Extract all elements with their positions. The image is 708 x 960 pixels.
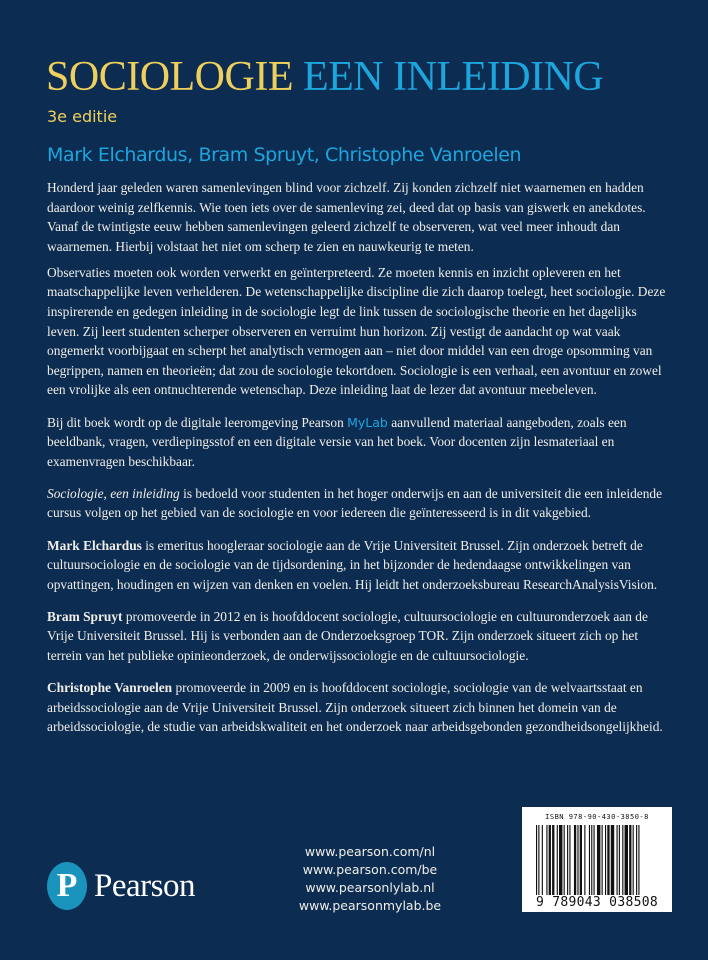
barcode-bar: [629, 825, 631, 895]
barcode-bar: [542, 825, 543, 895]
author-bio: [47, 678, 672, 737]
barcode-bar: [577, 825, 578, 895]
blurb-paragraph-1: Honderd jaar geleden waren samenlevingen blind voor zichzelf. Zij konden zichzelf niet waarnemen en hadden daardoor weinig zelfkennis. Wie toen iets over de samenleving zei, deed dat op basis van giswerk en anekdotes. Vanaf de twintigste eeuw hebben samenlevingen geleerd zichzelf te observeren, wat veel meer inhoudt dan waarnemen. Hierbij volstaat het niet om scherp te zien en nauwkeurig te meten.: [47, 180, 646, 254]
blurb-paragraph-3: [47, 413, 672, 472]
book-title-italic: Sociologie, een inleiding: [47, 485, 180, 501]
barcode-bar: [552, 825, 554, 895]
url: www.pearsonlylab.nl: [305, 880, 435, 895]
pearson-wordmark: Pearson: [94, 867, 195, 904]
author-bio: [47, 607, 672, 666]
text: Bij dit boek wordt op de digitale leeromgeving Pearson: [47, 414, 348, 430]
bio-text: promoveerde in 2012 en is hoofddocent sociologie, cultuursociologie en cultuuronderzoek aan de Vrije Universiteit Brussel. Hij is verbonden aan de Onderzoeksgroep TOR. Zijn onderzoek situeert zich op het terrein van het publieke opinieonderzoek, de onderwijssociologie en de cultuursociologie.: [47, 608, 648, 663]
barcode-bar: [564, 825, 565, 895]
barcode-bar: [559, 825, 562, 895]
barcode-bar: [602, 825, 603, 895]
barcode-bar: [625, 825, 628, 895]
barcode-bar: [622, 825, 623, 895]
barcode-bar: [597, 825, 600, 895]
url: www.pearson.com/be: [302, 862, 438, 877]
barcode-bar: [549, 825, 551, 895]
author-bio: [47, 536, 672, 595]
barcode-bar: [569, 825, 570, 895]
barcode-bar: [557, 825, 558, 895]
publisher-urls: [270, 843, 470, 915]
barcode-bar: [580, 825, 582, 895]
ean-number: 9 789043 038508: [522, 895, 672, 910]
barcode-bar: [638, 825, 639, 895]
barcode-bar: [589, 825, 590, 895]
barcode-bar: [636, 825, 637, 895]
barcode-bar: [567, 825, 568, 895]
edition: 3e editie: [47, 107, 118, 126]
author-name: Mark Elchardus: [47, 537, 142, 553]
title-sociologie: SOCIOLOGIE: [46, 54, 293, 100]
text: aanvullend materiaal aangeboden, zoals een beeldbank, vragen, verdiepingsstof en een digitale versie van het boek. Voor docenten zijn lesmateriaal en examenvragen beschikbaar.: [47, 414, 627, 469]
pearson-logo-icon: P: [47, 862, 87, 910]
author-name: Christophe Vanroelen: [47, 680, 173, 696]
author-name: Bram Spruyt: [47, 608, 123, 624]
isbn-label: ISBN 978-90-430-3850-8: [545, 813, 649, 821]
barcode-bar: [611, 825, 614, 895]
barcode-bar: [546, 825, 547, 895]
barcode-bar: [536, 825, 537, 895]
blurb: [47, 178, 672, 749]
barcode-bar: [617, 825, 618, 895]
bio-text: promoveerde in 2009 en is hoofddocent sociologie, sociologie van de welvaartsstaat en arbeidssociologie aan de Vrije Universiteit Brussel. Zijn onderzoek situeert zich binnen het domein van de arbeidssociologie, de studie van arbeidskwaliteit en het onderzoek naar arbeidsgebonden gezondheidsongelijkheid.: [47, 680, 663, 735]
barcode-bar: [594, 825, 595, 895]
blurb-paragraph-4: [47, 484, 672, 523]
mylab-name: MyLab: [347, 414, 388, 430]
book-title: [46, 56, 603, 98]
blurb-paragraph-2: Observaties moeten ook worden verwerkt en geïnterpreteerd. Ze moeten kennis en inzicht opleveren en het maatschappelijke leven verhelderen. De wetenschappelijke discipline die zich daarop toelegt, heet sociologie. Deze inspirerende en gedegen inleiding in de sociologie legt de link tussen de sociologische theorie en het dagelijks leven. Zij leert studenten scherper observeren en verruimt hun horizon. Zij vestigt de aandacht op wat vaak ongemerkt voorbijgaat en scherpt het analytisch vermogen aan – niet door middel van een droge opsomming van begrippen, namen en theorieën; dat zou de sociologie tekortdoen. Sociologie is een verhaal, een avontuur en zowel een vrolijke als een ontnuchterende wetenschap. Deze inleiding laat de lezer dat avontuur meebeleven.: [47, 264, 666, 398]
isbn-barcode: [522, 807, 672, 912]
barcode-bar: [574, 825, 576, 895]
url: www.pearsonmylab.be: [298, 898, 442, 913]
barcode-bar: [538, 825, 539, 895]
barcode-bar: [591, 825, 592, 895]
barcode-bar: [584, 825, 585, 895]
barcode-bar: [605, 825, 606, 895]
barcode-bars-icon: [536, 825, 666, 895]
pearson-logo: [47, 862, 195, 910]
url: www.pearson.com/nl: [304, 844, 436, 859]
text: is bedoeld voor studenten in het hoger onderwijs en aan de universiteit die een inleidende cursus volgen op het gebied van de sociologie en voor iedereen die geïnteresseerd is in dit vakgebied.: [47, 485, 663, 521]
bio-text: is emeritus hoogleraar sociologie aan de Vrije Universiteit Brussel. Zijn onderzoek betreft de cultuursociologie en de sociologie van de tijdsordening, in het bijzonder de hedendaagse ontwikkelingen van opvattingen, houdingen en wijzen van denken en voelen. Hij leidt het onderzoeksbureau ResearchAnalysisVision.: [47, 537, 658, 592]
barcode-bar: [619, 825, 620, 895]
barcode-bar: [633, 825, 634, 895]
title-een-inleiding: EEN INLEIDING: [302, 54, 604, 100]
barcode-bar: [607, 825, 609, 895]
authors: Mark Elchardus, Bram Spruyt, Christophe Vanroelen: [47, 144, 522, 166]
